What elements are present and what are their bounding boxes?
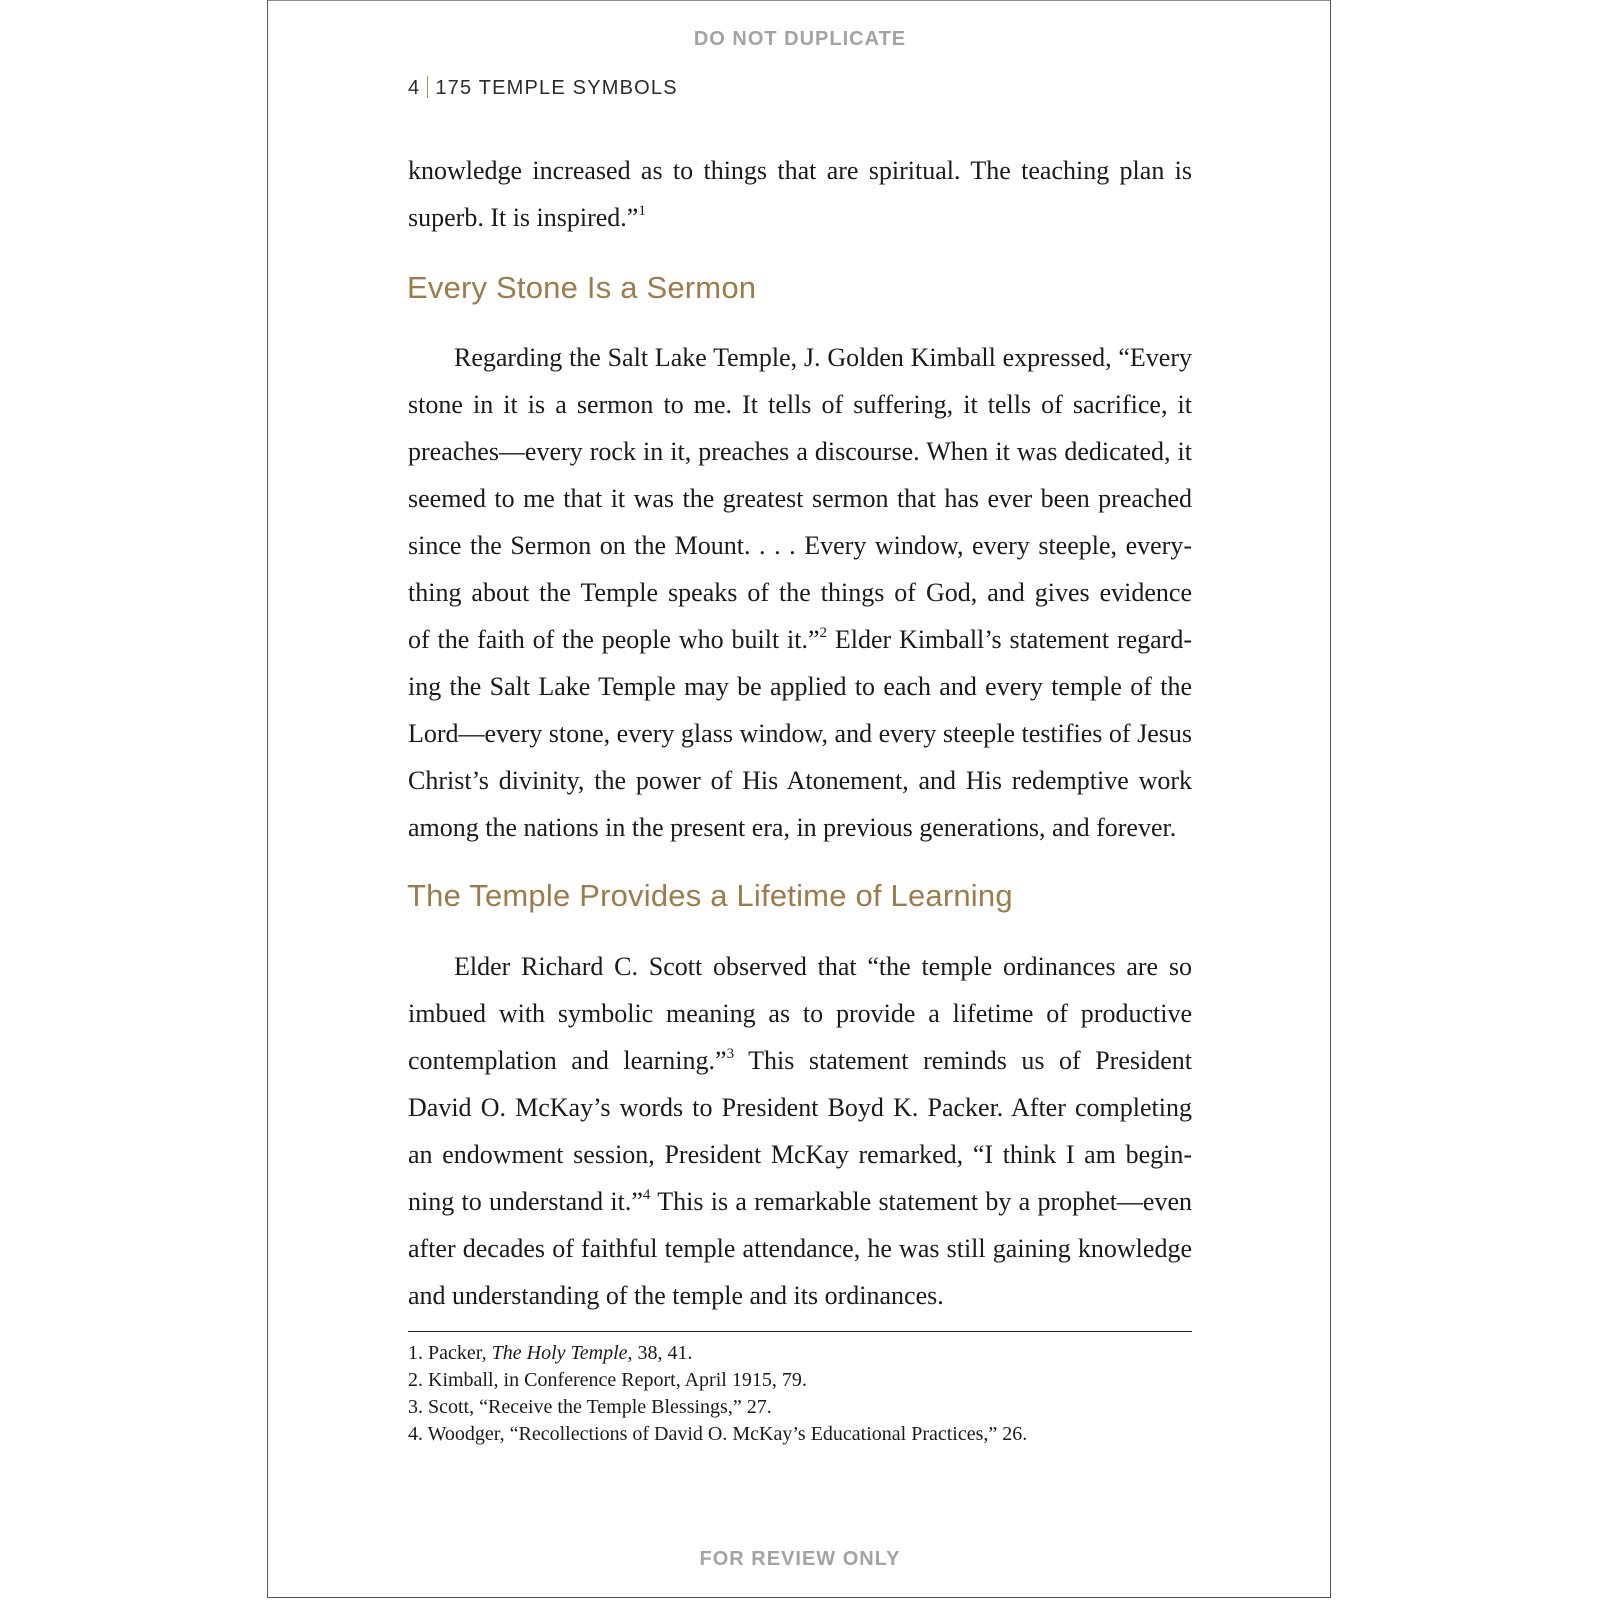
section-2-paragraph: [408, 943, 1192, 1319]
footnote-2: 2. Kimball, in Conference Report, April 1915, 79.: [408, 1369, 807, 1391]
page-number: 4: [408, 77, 421, 99]
section-heading-lifetime-learning: The Temple Provides a Lifetime of Learning: [407, 878, 1013, 913]
body-line: Regarding the Salt Lake Temple, J. Golden Kimball expressed, “Every: [454, 343, 1192, 372]
watermark-bottom: FOR REVIEW ONLY: [699, 1548, 901, 1570]
footnotes: [408, 1340, 1192, 1448]
footnote-ref: 2: [819, 625, 828, 641]
section-1-paragraph: [408, 334, 1192, 851]
body-line: stone in it is a sermon to me. It tells of suffering, it tells of sacrifice, it: [408, 390, 1192, 419]
body-line: after decades of faithful temple attendance, he was still gaining knowledge: [408, 1234, 1192, 1263]
body-line: contemplation and learning.”$^3$ This statement reminds us of President: [408, 1046, 1192, 1075]
body-line: superb. It is inspired.”$^1$: [408, 203, 646, 232]
body-line: imbued with symbolic meaning as to provide a lifetime of productive: [408, 999, 1192, 1028]
footnote-3: 3. Scott, “Receive the Temple Blessings,” 27.: [408, 1396, 772, 1418]
footnote-ref: 3: [726, 1046, 735, 1062]
intro-paragraph: [408, 147, 1192, 241]
footnote-divider: [408, 1331, 1192, 1332]
footnote-ref: 1: [638, 203, 646, 219]
body-line: ing the Salt Lake Temple may be applied to each and every temple of the: [408, 672, 1192, 701]
body-line: and understanding of the temple and its ordinances.: [408, 1281, 944, 1310]
footnote-book-title: The Holy Temple: [491, 1342, 628, 1364]
body-line: Lord—every stone, every glass window, and every steeple testifies of Jesus: [408, 719, 1192, 748]
body-line: of the faith of the people who built it.”$^2$ Elder Kimball’s statement regard-: [408, 625, 1192, 654]
footnote-ref: 4: [642, 1187, 651, 1203]
body-line: among the nations in the present era, in previous generations, and forever.: [408, 813, 1177, 842]
book-title: 175 TEMPLE SYMBOLS: [435, 77, 678, 99]
body-line: ning to understand it.”$^4$ This is a remarkable statement by a prophet—even: [408, 1187, 1193, 1216]
body-line: preaches—every rock in it, preaches a discourse. When it was dedicated, it: [408, 437, 1192, 466]
body-line: seemed to me that it was the greatest sermon that has ever been preached: [408, 484, 1192, 513]
watermark-top: DO NOT DUPLICATE: [693, 28, 907, 50]
body-line: an endowment session, President McKay remarked, “I think I am begin-: [408, 1140, 1192, 1169]
section-heading-every-stone: Every Stone Is a Sermon: [407, 270, 757, 305]
body-line: since the Sermon on the Mount. . . . Every window, every steeple, every-: [408, 531, 1192, 560]
running-head-separator: [427, 76, 428, 98]
body-line: Christ’s divinity, the power of His Atonement, and His redemptive work: [408, 766, 1192, 795]
running-head: [408, 76, 678, 100]
body-line: thing about the Temple speaks of the things of God, and gives evidence: [408, 578, 1192, 607]
body-line: Elder Richard C. Scott observed that “the temple ordinances are so: [454, 952, 1192, 981]
footnote-1: 1. Packer, The Holy Temple, 38, 41.: [408, 1342, 693, 1364]
body-line: knowledge increased as to things that are spiritual. The teaching plan is: [408, 156, 1192, 185]
footnote-4: 4. Woodger, “Recollections of David O. McKay’s Educational Practices,” 26.: [408, 1423, 1028, 1445]
body-line: David O. McKay’s words to President Boyd K. Packer. After completing: [408, 1093, 1192, 1122]
